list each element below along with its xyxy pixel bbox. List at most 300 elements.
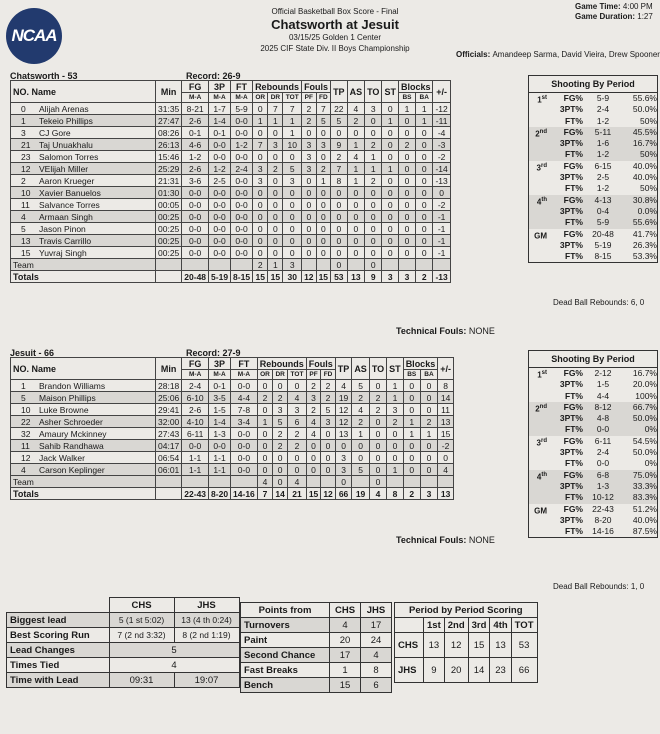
made-attempted: 6-8 xyxy=(596,469,610,480)
player-name-cell xyxy=(11,211,156,223)
percentage: 0% xyxy=(644,424,657,435)
stat-cell xyxy=(231,259,253,271)
stat-type: FT% xyxy=(565,217,583,228)
stat-cell: 14 xyxy=(438,392,454,404)
stat-cell: 1 xyxy=(387,464,404,476)
stat-cell: 27:47 xyxy=(156,115,182,127)
period-suffix: st xyxy=(541,370,547,376)
made-attempted: 10-12 xyxy=(592,492,614,503)
stat-cell: 0 xyxy=(382,235,399,247)
stat-cell: 0 xyxy=(257,440,272,452)
stat-type: FG% xyxy=(563,435,583,446)
total-cell: 22-43 xyxy=(182,488,209,500)
period-label xyxy=(529,149,547,160)
period-label xyxy=(529,183,547,194)
team2-tech-fouls: Technical Fouls: NONE xyxy=(396,535,495,545)
stat-cell: 5 xyxy=(316,115,331,127)
stat-cell: 0-0 xyxy=(231,151,253,163)
period-score: 15 xyxy=(468,633,490,658)
period-label xyxy=(529,240,547,251)
stat-type: FT% xyxy=(565,492,583,503)
stat-cell: 0-0 xyxy=(231,199,253,211)
stat-cell: 3 xyxy=(302,139,317,151)
col-subheader: PF xyxy=(302,93,317,103)
stat-cell: 28:18 xyxy=(156,380,182,392)
stat-type: FT% xyxy=(565,251,583,262)
stat-cell: 3 xyxy=(321,416,336,428)
stat-cell: 1 xyxy=(387,380,404,392)
stat-cell: 0 xyxy=(382,187,399,199)
period-scoring-row xyxy=(395,633,538,658)
stat-cell: 0 xyxy=(415,187,432,199)
stat-cell: 0 xyxy=(273,380,288,392)
stat-cell: 12 xyxy=(335,416,352,428)
player-name-cell xyxy=(11,452,156,464)
col-header: AS xyxy=(347,81,365,103)
stat-cell: 0 xyxy=(321,428,336,440)
stat-cell: 0 xyxy=(398,127,415,139)
stat-cell: 0 xyxy=(316,247,331,259)
player-number: 4 xyxy=(21,464,26,475)
stat-cell: 0 xyxy=(316,235,331,247)
stat-cell: 2 xyxy=(352,392,370,404)
stat-cell: 0 xyxy=(331,187,348,199)
total-cell: 53 xyxy=(331,271,348,283)
stat-cell: 04:17 xyxy=(156,440,182,452)
stat-cell: 1 xyxy=(253,115,268,127)
stat-cell: 3-5 xyxy=(209,392,231,404)
period-label xyxy=(529,424,547,435)
stat-cell: 3-6 xyxy=(182,175,209,187)
stat-cell xyxy=(156,476,182,488)
stat-cell xyxy=(438,476,454,488)
col-subheader: TOT xyxy=(288,370,307,380)
stat-cell: 2 xyxy=(268,163,283,175)
stat-cell: 0 xyxy=(382,175,399,187)
total-cell: 30 xyxy=(283,271,302,283)
stat-cell: 0 xyxy=(257,428,272,440)
player-row xyxy=(11,115,451,127)
stat-cell: 0 xyxy=(415,127,432,139)
made-attempted: 14-16 xyxy=(592,526,614,537)
stat-cell: 0 xyxy=(382,247,399,259)
stat-cell: 0 xyxy=(302,199,317,211)
period-scoring-corner xyxy=(395,618,424,633)
period-label xyxy=(529,447,547,458)
percentage: 26.3% xyxy=(632,239,657,250)
player-row xyxy=(11,199,451,211)
percentage: 50% xyxy=(639,149,657,160)
shooting-row xyxy=(529,458,657,469)
shooting-row xyxy=(529,229,657,240)
stat-cell: 0 xyxy=(382,103,399,115)
period-label xyxy=(529,195,547,206)
made-attempted: 0-0 xyxy=(596,458,610,469)
team1-box xyxy=(10,80,451,283)
col-header: Rebounds xyxy=(253,81,302,93)
stat-cell: 5 xyxy=(331,115,348,127)
stat-cell: 0 xyxy=(283,247,302,259)
period-label xyxy=(529,470,547,481)
shooting-row xyxy=(529,391,657,402)
stat-cell: 9 xyxy=(331,139,348,151)
points-from-row xyxy=(241,618,392,633)
stat-cell: 26:13 xyxy=(156,139,182,151)
player-name-cell xyxy=(11,392,156,404)
period-suffix: rd xyxy=(541,437,547,444)
stat-cell: 7 xyxy=(268,103,283,115)
player-row xyxy=(11,235,451,247)
stat-cell: 0 xyxy=(382,211,399,223)
player-row xyxy=(11,392,454,404)
stat-cell: 0-0 xyxy=(231,175,253,187)
made-attempted: 4-4 xyxy=(596,390,610,401)
stat-cell: 0-0 xyxy=(231,247,253,259)
stat-cell: 0 xyxy=(382,199,399,211)
stat-cell: 0 xyxy=(369,416,386,428)
matchup-title: Chatsworth at Jesuit xyxy=(271,17,399,32)
period-scoring-title: Period by Period Scoring xyxy=(395,603,538,618)
player-row xyxy=(11,175,451,187)
player-row xyxy=(11,151,451,163)
total-cell: 14 xyxy=(273,488,288,500)
stat-cell: 15:46 xyxy=(156,151,182,163)
col-header: TO xyxy=(365,81,382,103)
made-attempted: 0-0 xyxy=(596,424,610,435)
shooting-row xyxy=(529,240,657,251)
stat-type: FG% xyxy=(563,401,583,412)
stat-cell: 2 xyxy=(369,404,386,416)
total-cell: 3 xyxy=(398,271,415,283)
stat-cell: 2 xyxy=(316,163,331,175)
team1-tech-fouls: Technical Fouls: NONE xyxy=(396,326,495,336)
made-attempted: 8-15 xyxy=(594,251,612,262)
points-from-jhs: 8 xyxy=(361,663,392,678)
player-number: 21 xyxy=(21,139,31,150)
points-from-jhs: 6 xyxy=(361,678,392,693)
stat-cell: 2 xyxy=(347,115,365,127)
period-num: 2 xyxy=(535,404,540,414)
shooting-row xyxy=(529,436,657,447)
stat-cell: 2 xyxy=(306,404,321,416)
stat-cell: 0 xyxy=(347,235,365,247)
player-number: 11 xyxy=(21,440,30,451)
stat-cell: 0 xyxy=(331,199,348,211)
stat-cell: 25:29 xyxy=(156,163,182,175)
stat-cell: 10 xyxy=(283,139,302,151)
col-subheader: M-A xyxy=(209,370,231,380)
stat-cell: 0 xyxy=(257,452,272,464)
shooting-row xyxy=(529,104,657,115)
stat-cell: 7 xyxy=(253,139,268,151)
stat-cell: 1 xyxy=(403,428,420,440)
col-header: Rebounds xyxy=(257,358,306,370)
stat-cell: 0 xyxy=(253,247,268,259)
stat-cell: 0 xyxy=(352,452,370,464)
points-from-label: Bench xyxy=(241,678,330,693)
team1-record: Record: 26-9 xyxy=(186,71,241,81)
stat-cell: 0 xyxy=(365,187,382,199)
stat-cell: 0 xyxy=(365,115,382,127)
shooting-row xyxy=(529,127,657,138)
player-name-cell xyxy=(11,404,156,416)
percentage: 66.7% xyxy=(632,401,657,412)
stat-cell: 0 xyxy=(365,211,382,223)
stat-type: 3PT% xyxy=(559,205,583,216)
period-label xyxy=(529,379,547,390)
stat-cell: 4 xyxy=(257,476,272,488)
stat-cell: 0 xyxy=(257,380,272,392)
stat-cell: 2 xyxy=(398,139,415,151)
stat-cell: 1-7 xyxy=(209,103,231,115)
stat-cell xyxy=(321,476,336,488)
stat-cell: 0 xyxy=(387,428,404,440)
period-score: 13 xyxy=(424,633,445,658)
stat-cell: 8-21 xyxy=(182,103,209,115)
stat-cell: 5 xyxy=(273,416,288,428)
stat-cell: 0 xyxy=(415,151,432,163)
player-row xyxy=(11,223,451,235)
best-run-chs: 7 (2 nd 3:32) xyxy=(109,628,174,643)
points-from-row xyxy=(241,663,392,678)
stat-cell: 0 xyxy=(433,187,450,199)
made-attempted: 5-11 xyxy=(594,126,612,137)
stat-cell: 0 xyxy=(387,452,404,464)
stat-cell xyxy=(347,259,365,271)
points-from-jhs: 24 xyxy=(361,633,392,648)
totals-row xyxy=(11,488,454,500)
stat-cell: 11 xyxy=(438,404,454,416)
stat-cell: 0 xyxy=(382,127,399,139)
period-suffix: nd xyxy=(539,403,547,410)
player-row xyxy=(11,139,451,151)
player-name-cell xyxy=(11,235,156,247)
stat-cell: 0 xyxy=(253,211,268,223)
points-from-chs: 4 xyxy=(330,618,361,633)
made-attempted: 5-9 xyxy=(596,217,610,228)
stat-cell: 0 xyxy=(415,235,432,247)
period-score: 9 xyxy=(424,658,445,683)
stat-cell: 7 xyxy=(316,103,331,115)
stat-cell xyxy=(156,259,182,271)
player-name: Yuvraj Singh xyxy=(39,247,87,258)
stat-cell: 21:31 xyxy=(156,175,182,187)
stat-cell: 19 xyxy=(335,392,352,404)
stat-cell: 0 xyxy=(253,127,268,139)
stat-cell: 0-1 xyxy=(209,380,231,392)
player-number: 4 xyxy=(21,211,26,222)
total-cell: 7 xyxy=(257,488,272,500)
shooting-row xyxy=(529,206,657,217)
period-num: 1 xyxy=(537,95,542,105)
points-from-label: Second Chance xyxy=(241,648,330,663)
stat-cell: 0 xyxy=(331,211,348,223)
stat-cell: 5 xyxy=(283,163,302,175)
stat-cell: 3 xyxy=(273,404,288,416)
stat-cell: 2-4 xyxy=(182,380,209,392)
stat-cell: 3 xyxy=(288,404,307,416)
stat-cell: 0 xyxy=(398,235,415,247)
stat-cell: 6-10 xyxy=(182,392,209,404)
stat-cell: 0-1 xyxy=(209,127,231,139)
times-tied-label: Times Tied xyxy=(7,658,110,673)
percentage: 33.3% xyxy=(632,480,657,491)
stat-cell: 0 xyxy=(415,247,432,259)
stat-cell: 1-2 xyxy=(182,151,209,163)
stat-cell: 0 xyxy=(321,440,336,452)
percentage: 50.0% xyxy=(632,447,657,458)
stat-cell: 1-4 xyxy=(209,115,231,127)
points-from-jhs: 4 xyxy=(361,648,392,663)
stat-cell: 1 xyxy=(316,175,331,187)
stat-cell: 3 xyxy=(302,151,317,163)
stat-cell: 0 xyxy=(331,127,348,139)
stat-cell: 1 xyxy=(283,127,302,139)
stat-cell: 0 xyxy=(253,187,268,199)
stat-cell: 4 xyxy=(347,103,365,115)
period-col: TOT xyxy=(511,618,537,633)
stat-cell: 1-1 xyxy=(182,464,209,476)
stat-cell xyxy=(182,476,209,488)
col-subheader: M-A xyxy=(231,93,253,103)
stat-cell: -2 xyxy=(438,440,454,452)
col-subheader: BA xyxy=(420,370,437,380)
stat-cell: 0 xyxy=(316,151,331,163)
player-number: 23 xyxy=(21,151,31,162)
made-attempted: 8-20 xyxy=(594,514,612,525)
player-row xyxy=(11,464,454,476)
stat-cell: 1-5 xyxy=(209,404,231,416)
stat-cell: 0-0 xyxy=(182,235,209,247)
stat-cell: 1-4 xyxy=(209,416,231,428)
stat-cell: 0-0 xyxy=(231,452,258,464)
stat-cell xyxy=(382,259,399,271)
stat-cell: 3 xyxy=(335,464,352,476)
stat-cell: 3-4 xyxy=(231,416,258,428)
period-suffix: nd xyxy=(539,128,547,135)
stat-cell: 0 xyxy=(403,440,420,452)
stat-cell: 0 xyxy=(369,440,386,452)
player-name-cell xyxy=(11,428,156,440)
player-number: 10 xyxy=(21,187,31,198)
percentage: 20.0% xyxy=(632,379,657,390)
total-cell: 20-48 xyxy=(182,271,209,283)
period-suffix: rd xyxy=(541,162,547,169)
stat-cell: 0 xyxy=(306,464,321,476)
best-run-label: Best Scoring Run xyxy=(7,628,110,643)
stat-cell: 0 xyxy=(253,223,268,235)
period-score: 14 xyxy=(468,658,490,683)
total-cell: 21 xyxy=(288,488,307,500)
stat-cell: 2 xyxy=(273,440,288,452)
stat-cell: 06:01 xyxy=(156,464,182,476)
total-cell: 12 xyxy=(321,488,336,500)
stat-cell: -4 xyxy=(433,127,450,139)
stat-cell: 3 xyxy=(302,163,317,175)
stat-cell: 0 xyxy=(257,464,272,476)
stat-cell: 0 xyxy=(268,199,283,211)
stat-cell: 1 xyxy=(257,416,272,428)
stat-cell xyxy=(209,476,231,488)
stat-cell: 0 xyxy=(302,247,317,259)
percentage: 51.2% xyxy=(632,503,657,514)
stat-cell: 0 xyxy=(316,187,331,199)
stat-cell: 0 xyxy=(398,211,415,223)
points-from-row xyxy=(241,633,392,648)
stat-cell xyxy=(352,476,370,488)
stat-cell: 1 xyxy=(347,139,365,151)
stat-cell: 0 xyxy=(415,175,432,187)
stat-cell: 0 xyxy=(365,127,382,139)
stat-cell: 0 xyxy=(268,175,283,187)
stat-cell: 0-0 xyxy=(182,211,209,223)
period-score: 23 xyxy=(490,658,511,683)
shooting-row xyxy=(529,217,657,228)
stat-cell: 3 xyxy=(253,163,268,175)
points-from-table xyxy=(240,602,392,693)
stat-cell: 0 xyxy=(365,235,382,247)
event-name: 2025 CIF State Div. II Boys Championship xyxy=(260,44,410,53)
period-num: GM xyxy=(534,506,547,516)
percentage: 75.0% xyxy=(632,469,657,480)
stat-type: FT% xyxy=(565,424,583,435)
stat-type: FG% xyxy=(563,160,583,171)
made-attempted: 4-13 xyxy=(594,194,612,205)
stat-cell: 2 xyxy=(306,380,321,392)
stat-cell: 0 xyxy=(403,404,420,416)
period-label xyxy=(529,504,547,515)
percentage: 50.0% xyxy=(632,104,657,115)
stat-cell: 1 xyxy=(268,259,283,271)
stat-cell: 1-2 xyxy=(231,139,253,151)
points-from-chs: 17 xyxy=(330,648,361,663)
stat-cell: 0 xyxy=(335,476,352,488)
percentage: 55.6% xyxy=(632,217,657,228)
col-subheader: PF xyxy=(306,370,321,380)
stat-cell: 4 xyxy=(352,404,370,416)
player-name: Armaan Singh xyxy=(39,211,93,222)
made-attempted: 5-9 xyxy=(596,93,610,103)
duration-label: Game Duration: xyxy=(575,12,636,21)
team-row-label: Team xyxy=(11,259,156,271)
period-num: 4 xyxy=(536,472,542,482)
biggest-lead-label: Biggest lead xyxy=(7,613,110,628)
period-label xyxy=(529,127,547,138)
shooting-row xyxy=(529,413,657,424)
percentage: 50.0% xyxy=(632,413,657,424)
player-name-cell xyxy=(11,103,156,115)
points-from-label: Turnovers xyxy=(241,618,330,633)
percentage: 45.5% xyxy=(632,126,657,137)
stat-cell: 0 xyxy=(273,464,288,476)
stat-type: 3PT% xyxy=(559,413,583,424)
stat-cell: 8 xyxy=(438,380,454,392)
stat-cell: 7 xyxy=(283,103,302,115)
shooting-row xyxy=(529,424,657,435)
team2-record: Record: 27-9 xyxy=(186,348,241,358)
player-name: Sahib Randhawa xyxy=(39,440,104,451)
player-row xyxy=(11,163,451,175)
stat-cell: 1 xyxy=(415,115,432,127)
points-from-row xyxy=(241,678,392,693)
stat-cell: 0-0 xyxy=(231,380,258,392)
stat-cell: 3 xyxy=(335,452,352,464)
made-attempted: 1-5 xyxy=(596,379,610,390)
total-cell: 15 xyxy=(268,271,283,283)
percentage: 40.0% xyxy=(632,172,657,183)
shooting-row xyxy=(529,93,657,104)
period-num: 3 xyxy=(536,438,541,448)
